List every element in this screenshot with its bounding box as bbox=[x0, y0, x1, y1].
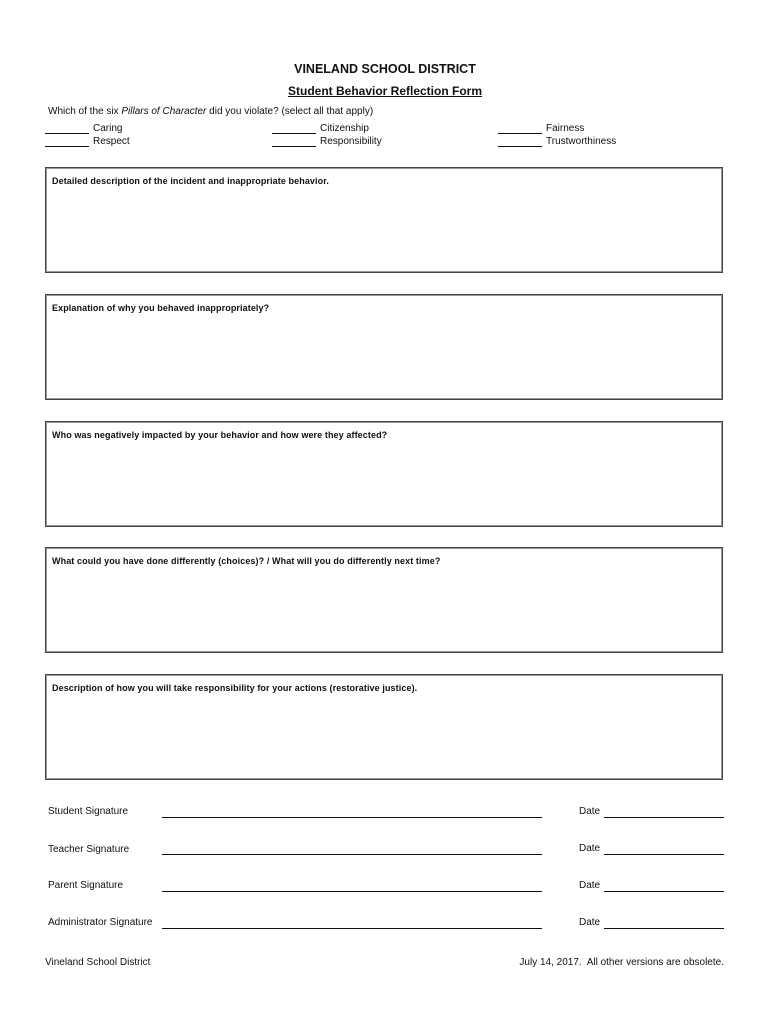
box-prompt: Detailed description of the incident and inappropriate behavior. bbox=[52, 176, 329, 186]
footer-district: Vineland School District bbox=[45, 957, 151, 968]
date-label: Date bbox=[579, 880, 601, 891]
behavior-explanation-box[interactable] bbox=[45, 294, 723, 400]
impact-box[interactable] bbox=[45, 421, 723, 527]
pillar-label: Fairness bbox=[546, 123, 585, 134]
teacher-date-line[interactable] bbox=[604, 854, 724, 855]
pillar-blank[interactable] bbox=[272, 135, 316, 147]
pillar-respect[interactable] bbox=[45, 134, 130, 147]
pillar-responsibility[interactable] bbox=[272, 134, 382, 147]
question-italic: Pillars of Character bbox=[121, 106, 207, 117]
pillar-label: Respect bbox=[93, 136, 130, 147]
pillars-question bbox=[48, 106, 373, 117]
student-signature-label: Student Signature bbox=[48, 806, 129, 817]
question-suffix: did you violate? (select all that apply) bbox=[206, 106, 374, 117]
pillar-fairness[interactable] bbox=[498, 121, 584, 134]
date-label: Date bbox=[579, 843, 601, 854]
pillar-label: Responsibility bbox=[320, 136, 382, 147]
administrator-date-line[interactable] bbox=[604, 928, 724, 929]
pillar-trustworthiness[interactable] bbox=[498, 134, 616, 147]
pillar-label: Caring bbox=[93, 123, 123, 134]
date-label: Date bbox=[579, 917, 601, 928]
pillar-blank[interactable] bbox=[45, 122, 89, 134]
parent-date-line[interactable] bbox=[604, 891, 724, 892]
pillar-blank[interactable] bbox=[45, 135, 89, 147]
incident-description-box[interactable] bbox=[45, 167, 723, 273]
choices-box[interactable] bbox=[45, 547, 723, 653]
box-prompt: What could you have done differently (choices)? / What will you do differently next time? bbox=[52, 556, 441, 566]
parent-signature-line[interactable] bbox=[162, 891, 542, 892]
pillar-caring[interactable] bbox=[45, 121, 122, 134]
question-prefix: Which of the six bbox=[48, 106, 122, 117]
pillar-citizenship[interactable] bbox=[272, 121, 369, 134]
administrator-signature-line[interactable] bbox=[162, 928, 542, 929]
form-title: Student Behavior Reflection Form bbox=[287, 84, 483, 98]
teacher-signature-label: Teacher Signature bbox=[48, 844, 130, 855]
pillar-label: Citizenship bbox=[320, 123, 369, 134]
box-prompt: Who was negatively impacted by your behavior and how were they affected? bbox=[52, 430, 388, 440]
footer-version-note: July 14, 2017. All other versions are obsolete. bbox=[519, 957, 724, 968]
student-signature-line[interactable] bbox=[162, 817, 542, 818]
date-label: Date bbox=[579, 806, 601, 817]
pillar-blank[interactable] bbox=[498, 135, 542, 147]
box-prompt: Explanation of why you behaved inappropriately? bbox=[52, 303, 270, 313]
pillar-label: Trustworthiness bbox=[546, 136, 617, 147]
administrator-signature-label: Administrator Signature bbox=[48, 917, 153, 928]
box-prompt: Description of how you will take responsibility for your actions (restorative justice). bbox=[52, 683, 418, 693]
pillar-blank[interactable] bbox=[272, 122, 316, 134]
pillar-blank[interactable] bbox=[498, 122, 542, 134]
parent-signature-label: Parent Signature bbox=[48, 880, 124, 891]
district-heading: VINELAND SCHOOL DISTRICT bbox=[294, 62, 476, 76]
teacher-signature-line[interactable] bbox=[162, 854, 542, 855]
student-date-line[interactable] bbox=[604, 817, 724, 818]
restorative-justice-box[interactable] bbox=[45, 674, 723, 780]
